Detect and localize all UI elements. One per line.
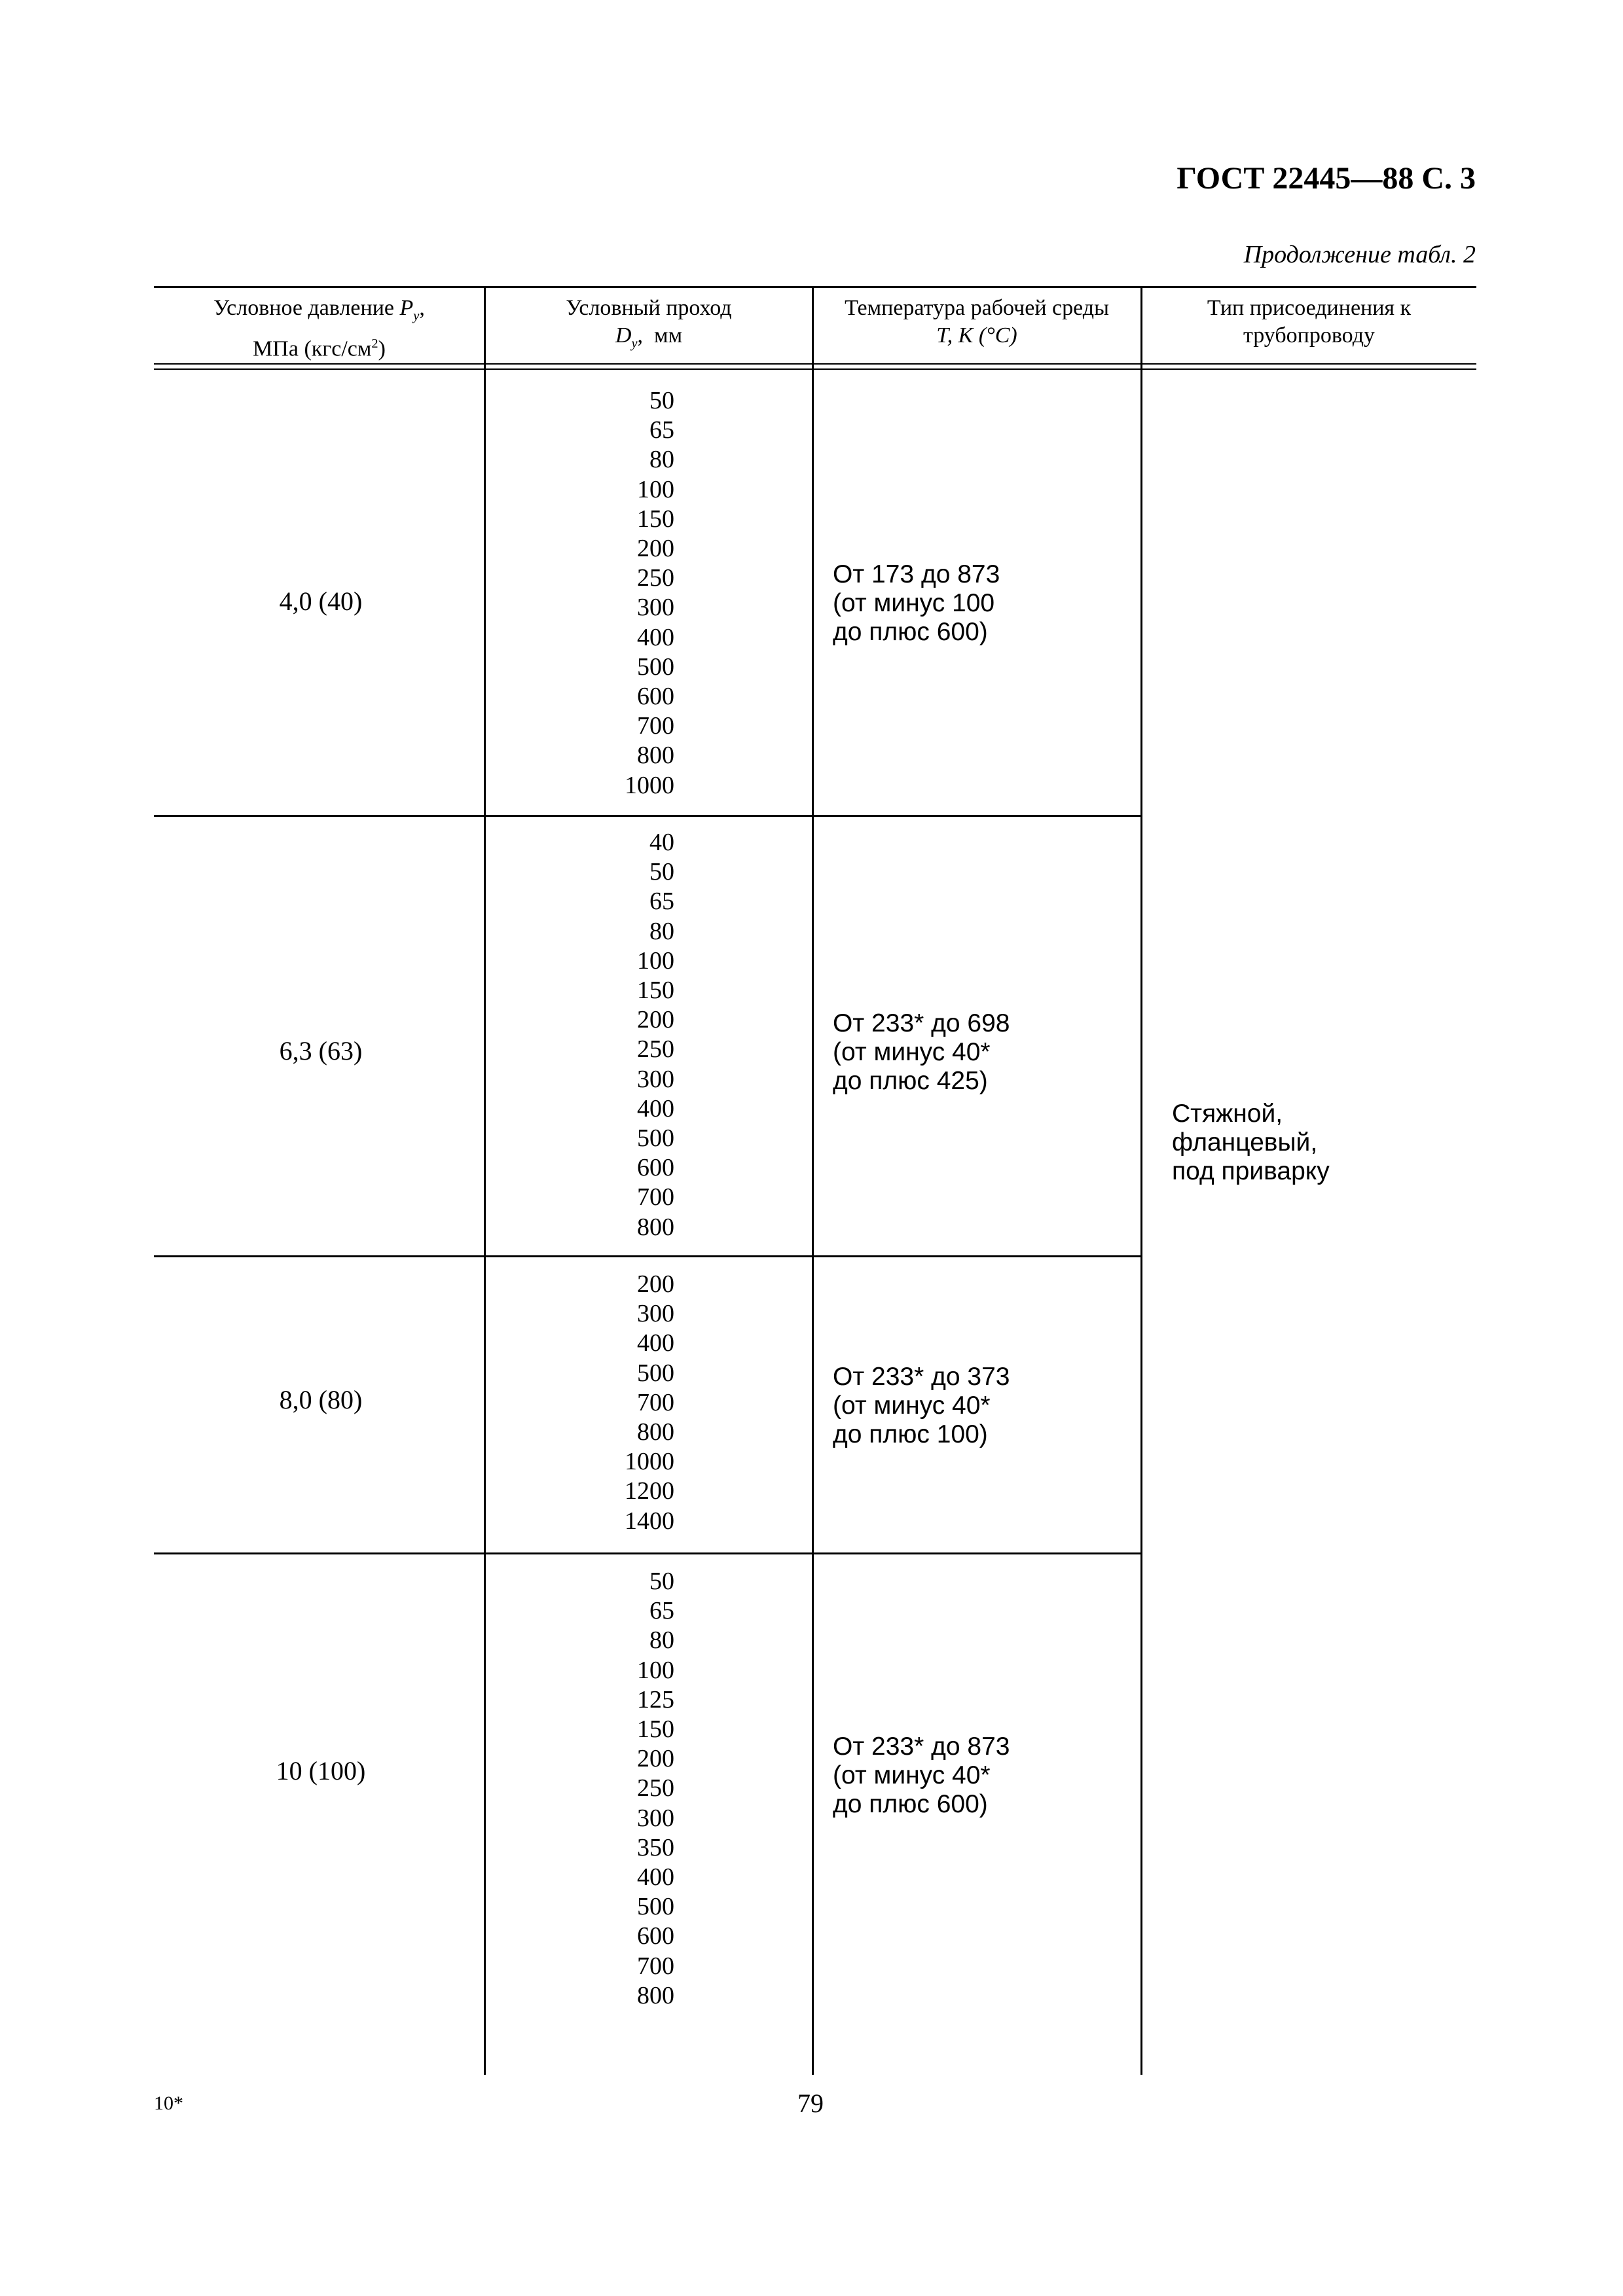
- size-value: 400: [637, 623, 674, 651]
- row-divider-1: [154, 815, 1142, 817]
- size-value: 1200: [625, 1477, 674, 1505]
- header-temperature-unit: T, K (°C): [936, 323, 1017, 348]
- size-value: 300: [637, 1065, 674, 1093]
- size-value: 100: [637, 1656, 674, 1684]
- header-pressure-unit: МПа (кгс/см: [253, 336, 372, 361]
- row-1-pressure: 4,0 (40): [279, 586, 363, 616]
- temperature-line: до плюс 425): [833, 1067, 988, 1095]
- temperature-line: (от минус 40*: [833, 1038, 991, 1066]
- temperature-line: От 173 до 873: [833, 560, 1000, 588]
- size-value: 50: [649, 1568, 674, 1595]
- size-value: 200: [637, 1270, 674, 1298]
- size-value: 300: [637, 1300, 674, 1328]
- page-number: 79: [797, 2089, 824, 2118]
- header-temperature: [815, 295, 1139, 350]
- size-value: 300: [637, 1804, 674, 1832]
- size-value: 500: [637, 1359, 674, 1387]
- header-pressure: Условное давление $P_y$, МПа $(кгс/см^2)$: [213, 296, 425, 361]
- size-value: 250: [637, 1774, 674, 1803]
- size-value: 400: [637, 1863, 674, 1892]
- header-connection-label-1: Тип присоединения к: [1207, 296, 1412, 320]
- connection-type-line: фланцевый,: [1172, 1128, 1318, 1157]
- header-bore-unit: мм: [654, 323, 683, 348]
- row-2-pressure: 6,3 (63): [279, 1036, 363, 1066]
- size-value: 80: [649, 917, 674, 945]
- size-value: 700: [637, 712, 674, 740]
- temperature-line: до плюс 600): [833, 618, 988, 646]
- column-divider-3: [1140, 286, 1142, 2075]
- row-3-temperature: [833, 1363, 1010, 1449]
- column-divider-2: [812, 286, 814, 2075]
- header-double-rule-2: [154, 368, 1476, 370]
- row-4-pressure: 10 (100): [276, 1756, 366, 1785]
- size-value: 200: [637, 1006, 674, 1034]
- size-value: 500: [637, 1893, 674, 1921]
- size-value: 1000: [625, 771, 674, 799]
- row-divider-2: [154, 1255, 1142, 1257]
- size-value: 150: [637, 505, 674, 533]
- footer-sheet-mark: 10*: [154, 2092, 183, 2114]
- size-value: 150: [637, 977, 674, 1005]
- table-top-rule: [154, 286, 1476, 288]
- size-value: 400: [637, 1329, 674, 1357]
- header-pressure-symbol: P: [399, 296, 414, 320]
- size-value: 65: [649, 888, 674, 916]
- header-pressure-sub: y: [413, 308, 420, 323]
- temperature-line: (от минус 40*: [833, 1761, 991, 1789]
- size-value: 700: [637, 1388, 674, 1416]
- temperature-line: (от минус 40*: [833, 1391, 991, 1420]
- size-value: 65: [649, 416, 674, 444]
- size-value: 800: [637, 1213, 674, 1241]
- size-value: 350: [637, 1833, 674, 1861]
- size-value: 40: [649, 829, 674, 856]
- row-divider-3: [154, 1552, 1142, 1554]
- size-value: 100: [637, 475, 674, 503]
- header-double-rule-1: [154, 363, 1476, 365]
- header-bore-symbol: D: [615, 323, 632, 348]
- size-value: 80: [649, 446, 674, 474]
- size-value: 1400: [625, 1507, 674, 1535]
- size-value: 250: [637, 1035, 674, 1064]
- table-continuation-label: Продолжение табл. 2: [1243, 241, 1476, 268]
- row-4-temperature: [833, 1732, 1010, 1819]
- row-1-sizes: [576, 386, 674, 800]
- temperature-line: От 233* до 373: [833, 1363, 1010, 1391]
- row-4-sizes: [576, 1567, 674, 2011]
- size-value: 500: [637, 1124, 674, 1153]
- size-value: 600: [637, 1154, 674, 1182]
- connection-type-line: под приварку: [1172, 1157, 1330, 1185]
- size-value: 250: [637, 564, 674, 592]
- temperature-line: до плюс 100): [833, 1420, 988, 1448]
- size-value: 500: [637, 653, 674, 681]
- standard-header: ГОСТ 22445—88 С. 3: [1176, 161, 1476, 196]
- size-value: 100: [637, 946, 674, 975]
- row-2-sizes: [576, 828, 674, 1242]
- size-value: 65: [649, 1597, 674, 1625]
- header-bore-sub: y: [631, 336, 638, 351]
- size-value: 600: [637, 683, 674, 711]
- header-bore-label: Условный проход: [566, 296, 732, 320]
- row-3-sizes: [576, 1270, 674, 1536]
- temperature-line: От 233* до 698: [833, 1009, 1010, 1037]
- connection-type-line: Стяжной,: [1172, 1100, 1283, 1128]
- size-value: 400: [637, 1094, 674, 1122]
- size-value: 700: [637, 1183, 674, 1211]
- header-connection-type: [1144, 295, 1474, 350]
- header-temperature-label: Температура рабочей среды: [845, 296, 1109, 320]
- temperature-line: От 233* до 873: [833, 1732, 1010, 1761]
- size-value: 800: [637, 742, 674, 770]
- column-divider-1: [484, 286, 486, 2075]
- size-value: 200: [637, 535, 674, 563]
- row-2-temperature: [833, 1009, 1010, 1096]
- header-nominal-bore: Условный проход $D_y$, мм: [487, 295, 811, 357]
- header-pressure-sup: 2: [371, 336, 378, 351]
- size-value: 1000: [625, 1448, 674, 1476]
- size-value: 600: [637, 1922, 674, 1950]
- header-connection-label-2: трубопроводу: [1243, 323, 1375, 348]
- temperature-line: (от минус 100: [833, 589, 995, 617]
- size-value: 200: [637, 1745, 674, 1773]
- size-value: 50: [649, 387, 674, 414]
- connection-type-value: [1172, 1100, 1330, 1186]
- size-value: 700: [637, 1952, 674, 1980]
- row-1-temperature: [833, 560, 1000, 647]
- header-pressure-label: Условное давление: [213, 296, 394, 320]
- size-value: 50: [649, 858, 674, 886]
- size-value: 800: [637, 1981, 674, 2009]
- temperature-line: до плюс 600): [833, 1790, 988, 1818]
- size-value: 800: [637, 1418, 674, 1446]
- size-value: 300: [637, 594, 674, 622]
- size-value: 125: [637, 1685, 674, 1713]
- size-value: 150: [637, 1715, 674, 1744]
- row-3-pressure: 8,0 (80): [279, 1385, 363, 1414]
- size-value: 80: [649, 1626, 674, 1655]
